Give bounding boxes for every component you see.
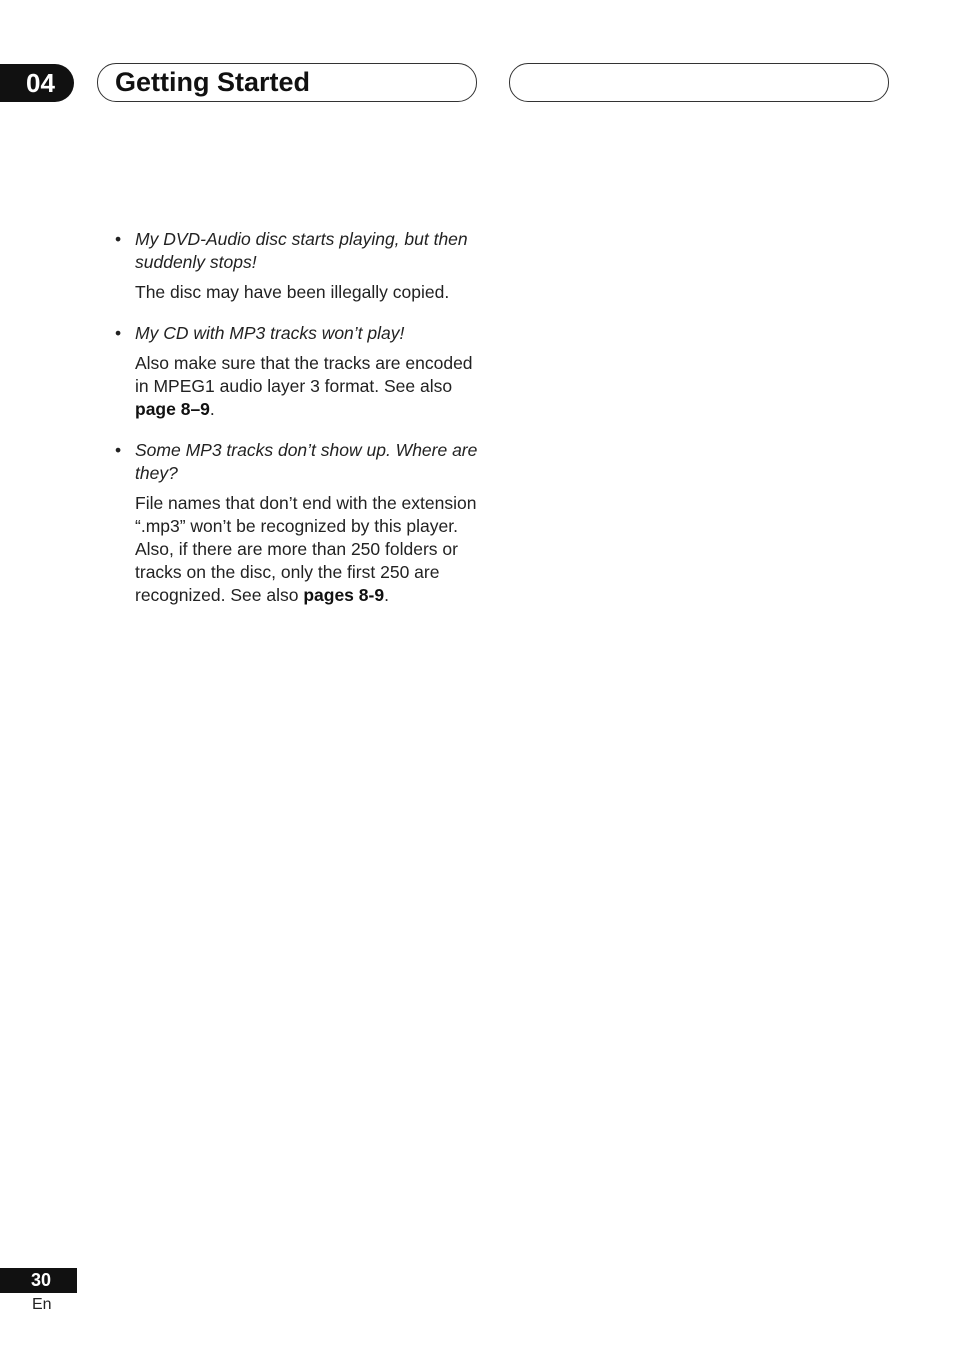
faq-answer — [115, 281, 485, 304]
faq-answer — [115, 492, 485, 607]
page-reference: page 8–9 — [135, 399, 210, 419]
faq-question — [115, 439, 485, 485]
faq-answer-text: File names that don’t end with the extension “.mp3” won’t be recognized by this player. Also, if there are more than 250 folders or tracks on the disc, only the first 250 are recognized. See also — [135, 493, 477, 605]
empty-header-box — [509, 63, 889, 102]
bullet-icon: • — [115, 323, 122, 343]
faq-item — [115, 228, 485, 304]
faq-answer — [115, 352, 485, 421]
section-title: Getting Started — [115, 67, 311, 97]
page-reference: pages 8-9 — [303, 585, 385, 605]
faq-question-text: My CD with MP3 tracks won’t play! — [135, 323, 405, 343]
page-number: 30 — [0, 1268, 77, 1293]
section-title-box — [97, 63, 477, 102]
faq-item — [115, 439, 485, 607]
faq-item — [115, 322, 485, 421]
faq-answer-text: Also make sure that the tracks are encoded in MPEG1 audio layer 3 format. See also — [135, 353, 473, 396]
language-code: En — [32, 1296, 52, 1313]
faq-answer-end: . — [384, 585, 389, 605]
bullet-icon: • — [115, 440, 122, 460]
faq-answer-end: . — [209, 399, 215, 419]
faq-question-text: Some MP3 tracks don’t show up. Where are they? — [135, 440, 478, 483]
faq-question-text: My DVD-Audio disc starts playing, but then suddenly stops! — [135, 229, 468, 272]
faq-list — [115, 228, 485, 625]
faq-question — [115, 322, 485, 345]
faq-question — [115, 228, 485, 274]
bullet-icon: • — [115, 229, 122, 249]
chapter-number-tab: 04 — [0, 64, 74, 102]
faq-answer-text: The disc may have been illegally copied. — [135, 282, 450, 302]
